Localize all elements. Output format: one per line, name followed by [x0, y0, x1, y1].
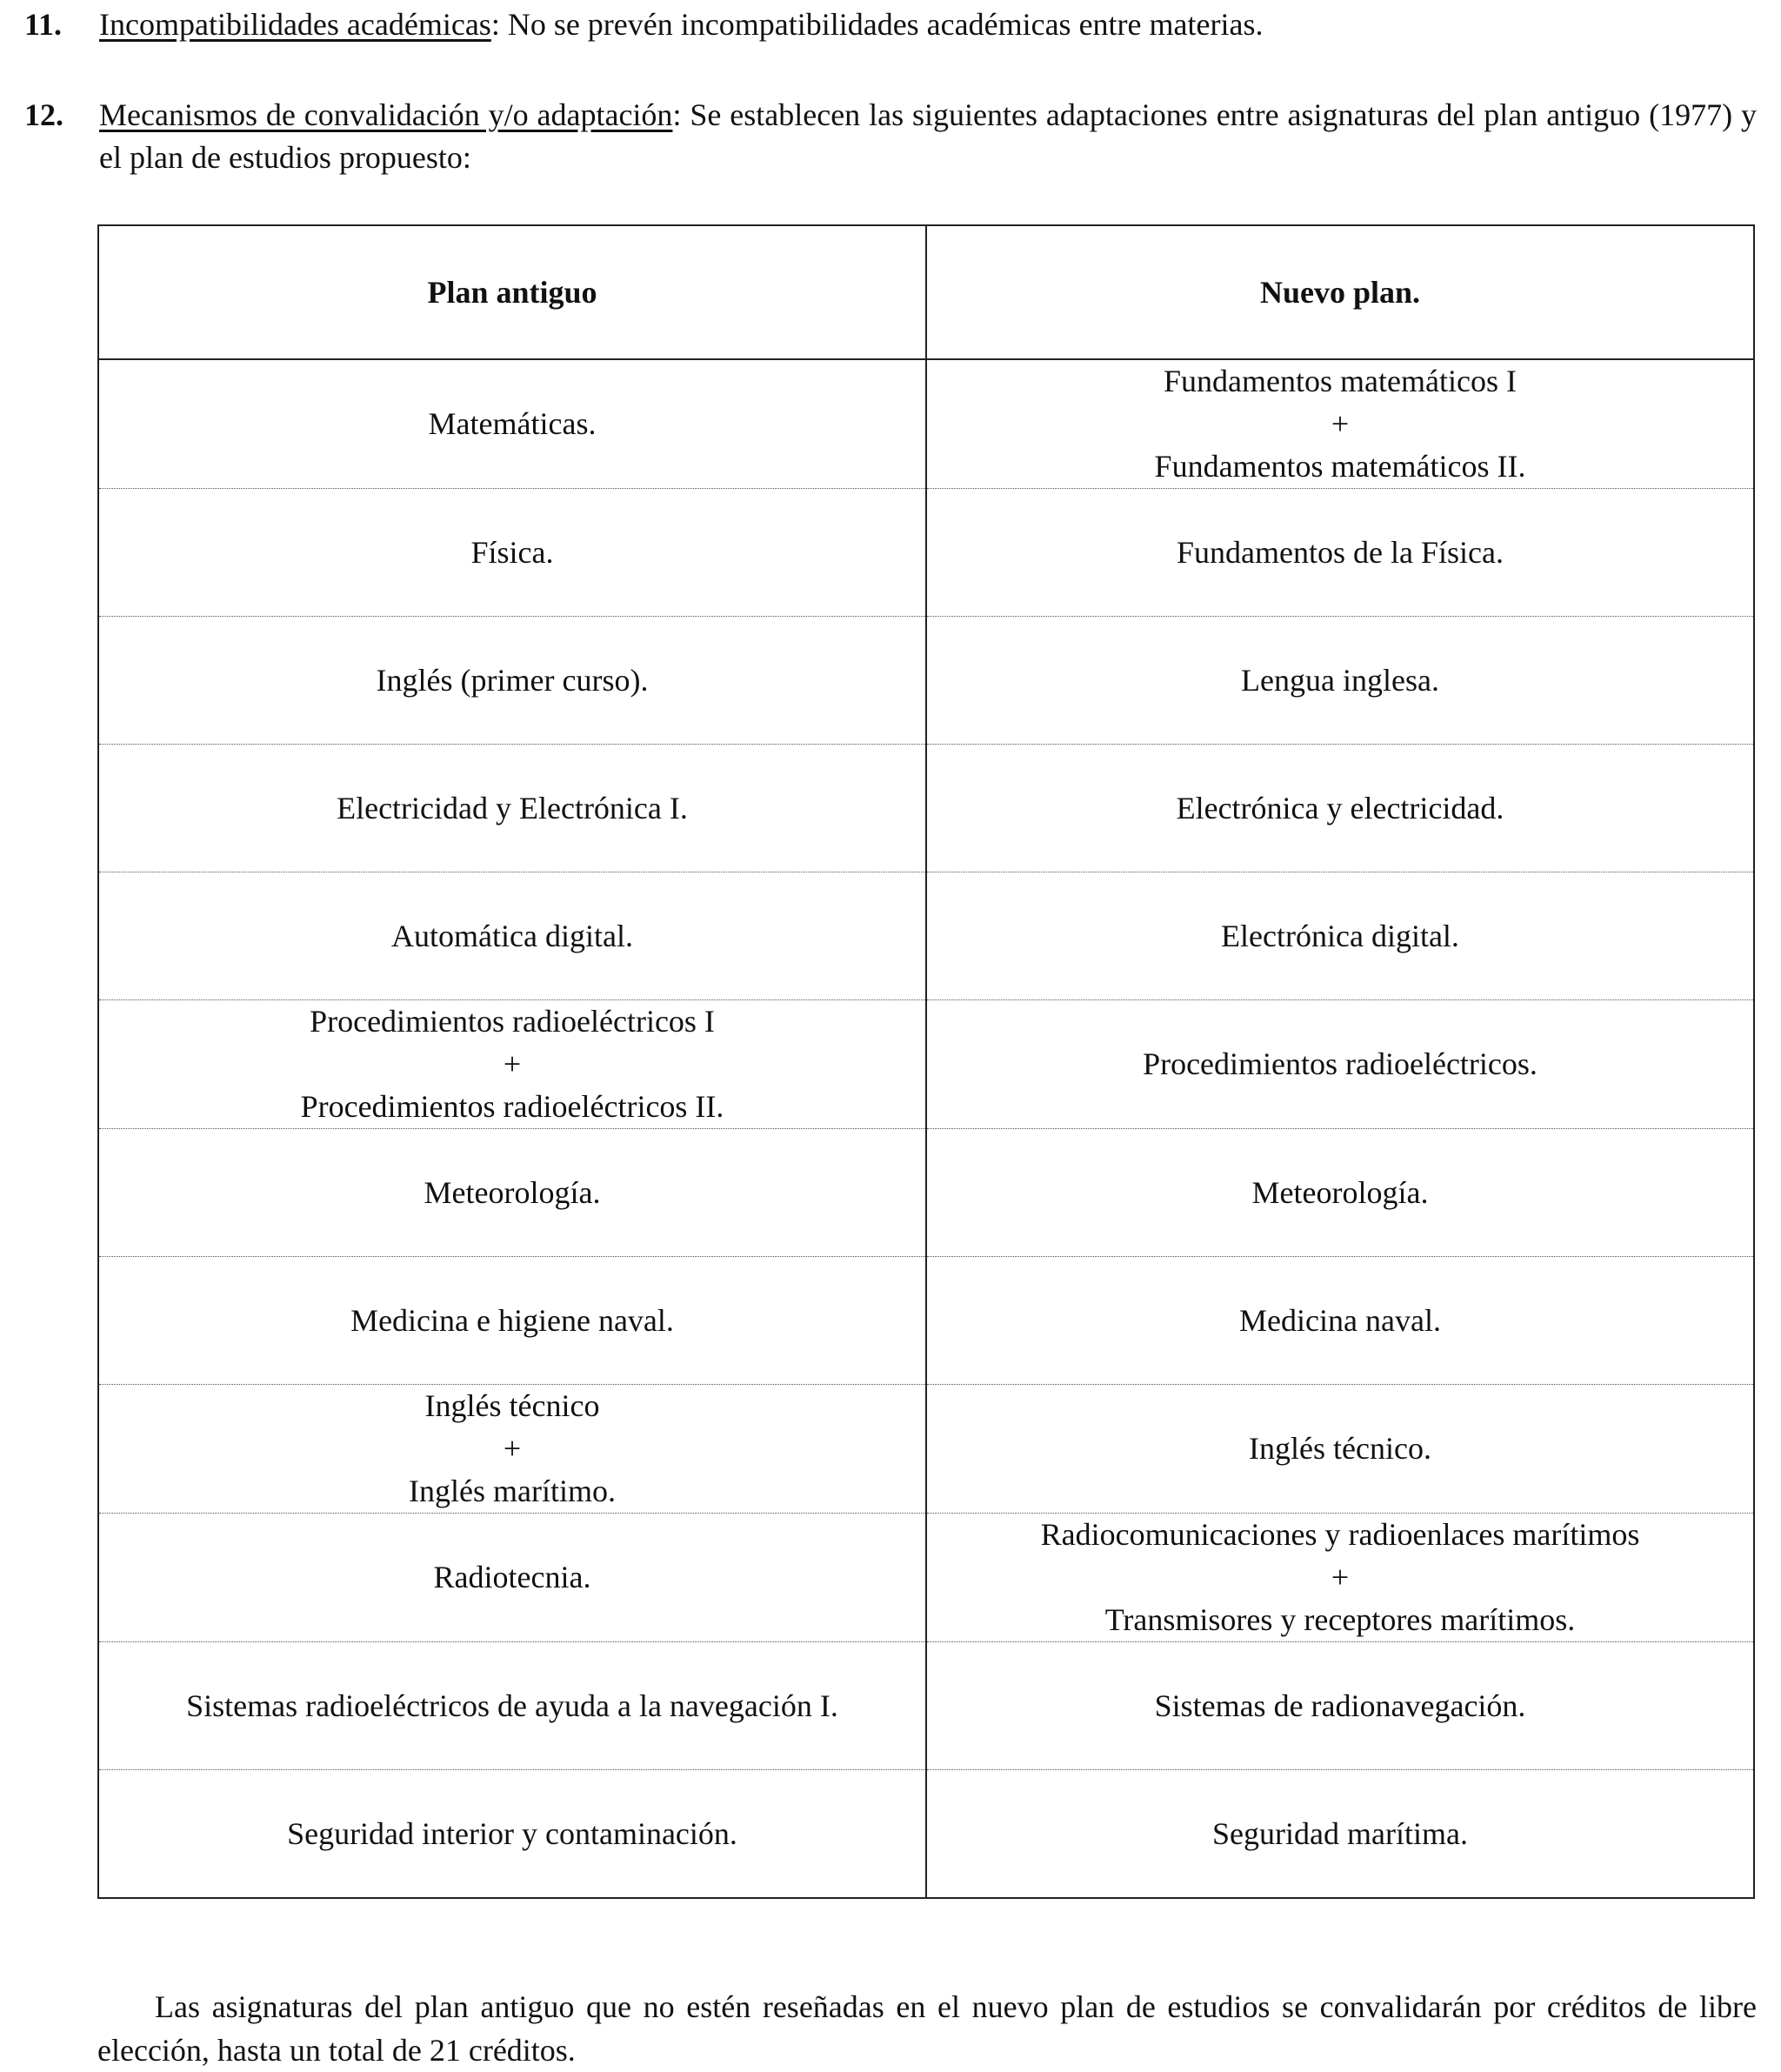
section-12-number: 12. [24, 97, 63, 132]
cell-line: + [503, 1431, 522, 1466]
old-plan-cell [98, 1257, 926, 1385]
new-plan-cell [926, 1514, 1754, 1642]
cell-line: Radiocomunicaciones y radioenlaces marítimos [1040, 1517, 1640, 1552]
new-plan-cell [926, 1129, 1754, 1257]
table-row [98, 489, 1754, 617]
table-row [98, 1514, 1754, 1642]
new-plan-cell [926, 745, 1754, 872]
table-body [98, 359, 1754, 1898]
section-11-body: : No se prevén incompatibilidades académicas entre materias. [490, 7, 1264, 42]
closing-paragraph: Las asignaturas del plan antiguo que no estén reseñadas en el nuevo plan de estudios se convalidarán por créditos de libre elección, hasta un total de 21 créditos. [97, 1989, 1757, 2068]
new-plan-cell [926, 1770, 1754, 1899]
adaptation-table [97, 224, 1755, 1899]
cell-line: Fundamentos de la Física. [1177, 534, 1504, 570]
table-row [98, 359, 1754, 489]
cell-line: Transmisores y receptores marítimos. [1104, 1602, 1576, 1637]
cell-line: Fundamentos matemáticos II. [1154, 449, 1526, 484]
cell-line: Física. [470, 534, 554, 570]
table-header-row [98, 225, 1754, 359]
old-plan-cell [98, 617, 926, 745]
section-12 [24, 94, 1757, 179]
section-12-text [99, 94, 1757, 179]
new-plan-cell [926, 1000, 1754, 1129]
cell-line: Fundamentos matemáticos I [1164, 364, 1517, 398]
old-plan-cell [98, 1385, 926, 1514]
old-plan-cell [98, 1642, 926, 1770]
cell-line: Procedimientos radioeléctricos I [310, 1004, 715, 1039]
cell-line: Seguridad marítima. [1212, 1815, 1468, 1851]
old-plan-cell [98, 359, 926, 489]
cell-line: Inglés marítimo. [409, 1474, 616, 1508]
old-plan-cell [98, 1514, 926, 1642]
cell-line: + [503, 1046, 522, 1081]
old-plan-cell [98, 745, 926, 872]
header-new-plan: Nuevo plan. [926, 225, 1754, 359]
table-row [98, 872, 1754, 1000]
section-11-text [99, 3, 1757, 46]
cell-line: Radiotecnia. [433, 1560, 591, 1594]
cell-line: Inglés técnico [424, 1388, 600, 1423]
cell-line: Electricidad y Electrónica I. [337, 790, 688, 825]
cell-line: Medicina naval. [1239, 1302, 1441, 1338]
section-11 [24, 3, 1757, 46]
cell-line: + [1331, 406, 1350, 441]
cell-line: Lengua inglesa. [1241, 662, 1439, 698]
cell-line: Electrónica y electricidad. [1176, 790, 1504, 825]
section-11-heading: Incompatibilidades académicas [99, 7, 491, 42]
new-plan-cell [926, 1385, 1754, 1514]
old-plan-cell [98, 1129, 926, 1257]
table-row [98, 617, 1754, 745]
cell-line: Sistemas radioeléctricos de ayuda a la navegación I. [186, 1688, 838, 1723]
table-row [98, 1257, 1754, 1385]
cell-line: Meteorología. [1251, 1174, 1429, 1210]
cell-line: + [1331, 1560, 1350, 1594]
new-plan-cell [926, 489, 1754, 617]
old-plan-cell [98, 1000, 926, 1129]
old-plan-cell [98, 489, 926, 617]
table-row [98, 745, 1754, 872]
table-row [98, 1770, 1754, 1899]
cell-line: Automática digital. [391, 918, 633, 953]
section-12-body: : Se establecen las siguientes adaptaciones entre asignaturas del plan antiguo (1977) y el plan de estudios propuesto: [99, 97, 1757, 175]
cell-line: Electrónica digital. [1221, 918, 1459, 953]
new-plan-cell [926, 1642, 1754, 1770]
new-plan-cell [926, 872, 1754, 1000]
old-plan-cell [98, 1770, 926, 1899]
new-plan-cell [926, 359, 1754, 489]
cell-line: Procedimientos radioeléctricos II. [300, 1089, 724, 1124]
cell-line: Seguridad interior y contaminación. [287, 1815, 737, 1851]
cell-line: Matemáticas. [428, 406, 597, 441]
header-old-plan: Plan antiguo [98, 225, 926, 359]
table-row [98, 1642, 1754, 1770]
cell-line: Meteorología. [424, 1174, 601, 1210]
new-plan-cell [926, 1257, 1754, 1385]
cell-line: Inglés técnico. [1249, 1431, 1431, 1466]
cell-line: Medicina e higiene naval. [350, 1302, 674, 1338]
table-row [98, 1385, 1754, 1514]
section-11-number: 11. [24, 7, 63, 42]
cell-line: Inglés (primer curso). [376, 662, 649, 698]
section-12-heading: Mecanismos de convalidación y/o adaptación [99, 97, 673, 132]
new-plan-cell [926, 617, 1754, 745]
table-row [98, 1000, 1754, 1129]
cell-line: Procedimientos radioeléctricos. [1143, 1046, 1538, 1081]
table-row [98, 1129, 1754, 1257]
cell-line: Sistemas de radionavegación. [1154, 1688, 1526, 1723]
old-plan-cell [98, 872, 926, 1000]
